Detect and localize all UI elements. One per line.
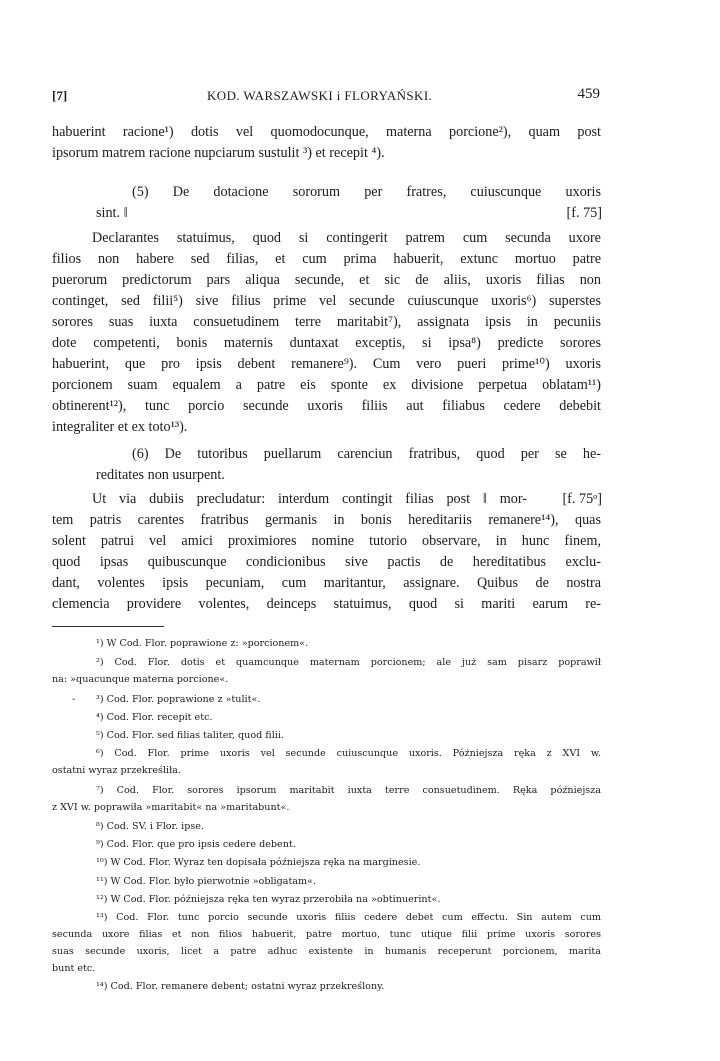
footnote-continued: secunda uxore filias et non filios habuerit, patre mortuo, tunc utique filii prime uxoris sorores	[52, 929, 601, 940]
footnote: ¹²) W Cod. Flor. późniejsza ręka ten wyraz przerobiła na »obtinuerint«.	[96, 894, 441, 905]
body-line: porcionem suam equalem a patre eis sponte ex divisione perpetua oblatam¹¹)	[52, 377, 601, 393]
section-heading: reditates non usurpent.	[96, 467, 225, 483]
header-title: KOD. WARSZAWSKI i FLORYAŃSKI.	[207, 88, 433, 103]
dash-mark: -	[72, 694, 76, 705]
footnote: ⁷) Cod. Flor. sorores ipsorum maritabit iuxta terre consuetudinem. Ręka późniejsza	[96, 785, 601, 796]
page-number: 459	[577, 86, 600, 102]
footnote-continued: bunt etc.	[52, 963, 96, 974]
footnote: ⁶) Cod. Flor. prime uxoris vel secunde cuiuscunque uxoris. Późniejsza ręka z XVI w.	[96, 748, 601, 759]
running-header	[52, 88, 600, 108]
footnote: ¹³) Cod. Flor. tunc porcio secunde uxoris filiis cedere debet cum effectu. Sin autem cum	[96, 912, 601, 923]
body-line: sorores suas iuxta consuetudinem terre maritabit⁷), assignata ipsis in pecuniis	[52, 314, 601, 330]
footnote: ¹) W Cod. Flor. poprawione z: »porcionem«.	[96, 638, 309, 649]
body-line: habuerint, que pro ipsis debent remanere⁹). Cum vero pueri prime¹⁰) uxoris	[52, 356, 601, 372]
body-line: Ut via dubiis precludatur: interdum contingit filias post ‖ mor-	[92, 491, 527, 507]
body-line: quod ipsas quibuscunque condicionibus sive pactis de hereditatibus exclu-	[52, 554, 601, 570]
footnote: ²) Cod. Flor. dotis et quamcunque maternam porcionem; ale już sam pisarz poprawił	[96, 657, 601, 668]
footnote: ⁴) Cod. Flor. recepit etc.	[96, 712, 213, 723]
footnote: ⁵) Cod. Flor. sed filias taliter, quod filii.	[96, 730, 284, 741]
body-line: filios non habere sed filias, et cum prima habuerit, extunc mortuo patre	[52, 251, 601, 267]
footnote-continued: ostatni wyraz przekreśliła.	[52, 765, 181, 776]
folio-marker: [f. 75ᵒ]	[562, 491, 602, 507]
section-heading: (6) De tutoribus puellarum carenciun fratribus, quod per se he-	[132, 446, 601, 462]
footnote: ¹⁰) W Cod. Flor. Wyraz ten dopisała późniejsza ręka na marginesie.	[96, 857, 421, 868]
body-line: Declarantes statuimus, quod si contingerit patrem cum secunda uxore	[92, 230, 601, 246]
footnote-continued: suas secunde uxoris, licet a patre adhuc existente in humanis receperunt porcionem, marita	[52, 946, 601, 957]
section-heading: (5) De dotacione sororum per fratres, cuiuscunque uxoris	[132, 184, 601, 200]
body-line: puerorum predictorum pars aliqua secunde, et sic de aliis, uxoris filias non	[52, 272, 601, 288]
body-line: dant, volentes ipsis pecuniam, cum maritantur, assignare. Quibus de nostra	[52, 575, 601, 591]
body-line: dote competenti, bonis maternis duntaxat exceptis, si ipsa⁸) predicte sorores	[52, 335, 601, 351]
footnote-continued: z XVI w. poprawiła »maritabit« na »maritabunt«.	[52, 802, 290, 813]
body-line: continget, sed filii⁵) sive filius prime vel secunde cuiuscunque uxoris⁶) superstes	[52, 293, 601, 309]
footnote: ⁸) Cod. SV. i Flor. ipse.	[96, 821, 205, 832]
body-line: tem patris carentes fratribus germanis in bonis hereditariis remanere¹⁴), quas	[52, 512, 601, 528]
footnote: ³) Cod. Flor. poprawione z »tulit«.	[96, 694, 261, 705]
body-line: clemencia providere volentes, deinceps statuimus, quod si mariti earum re-	[52, 596, 601, 612]
body-line: obtinerent¹²), tunc porcio secunde uxoris filiis aut filiabus cedere debebit	[52, 398, 601, 414]
body-line: solent patrui vel amici proximiores nomine tutorio observare, in hunc finem,	[52, 533, 601, 549]
header-section-number: [7]	[52, 88, 68, 103]
section-heading: sint. ‖	[96, 205, 128, 221]
body-line: habuerint racione¹) dotis vel quomodocunque, materna porcione²), quam post	[52, 124, 601, 140]
footnote: ⁹) Cod. Flor. que pro ipsis cedere debent.	[96, 839, 296, 850]
footnote: ¹¹) W Cod. Flor. było pierwotnie »obligatam«.	[96, 876, 317, 887]
folio-marker: [f. 75]	[566, 205, 602, 221]
footnote-continued: na: »quacunque materna porcione«.	[52, 674, 229, 685]
body-line: ipsorum matrem racione nupciarum sustulit ³) et recepit ⁴).	[52, 145, 385, 161]
body-line: integraliter et ex toto¹³).	[52, 419, 188, 435]
footnote-separator	[52, 626, 164, 627]
footnote: ¹⁴) Cod. Flor. remanere debent; ostatni wyraz przekreślony.	[96, 981, 385, 992]
